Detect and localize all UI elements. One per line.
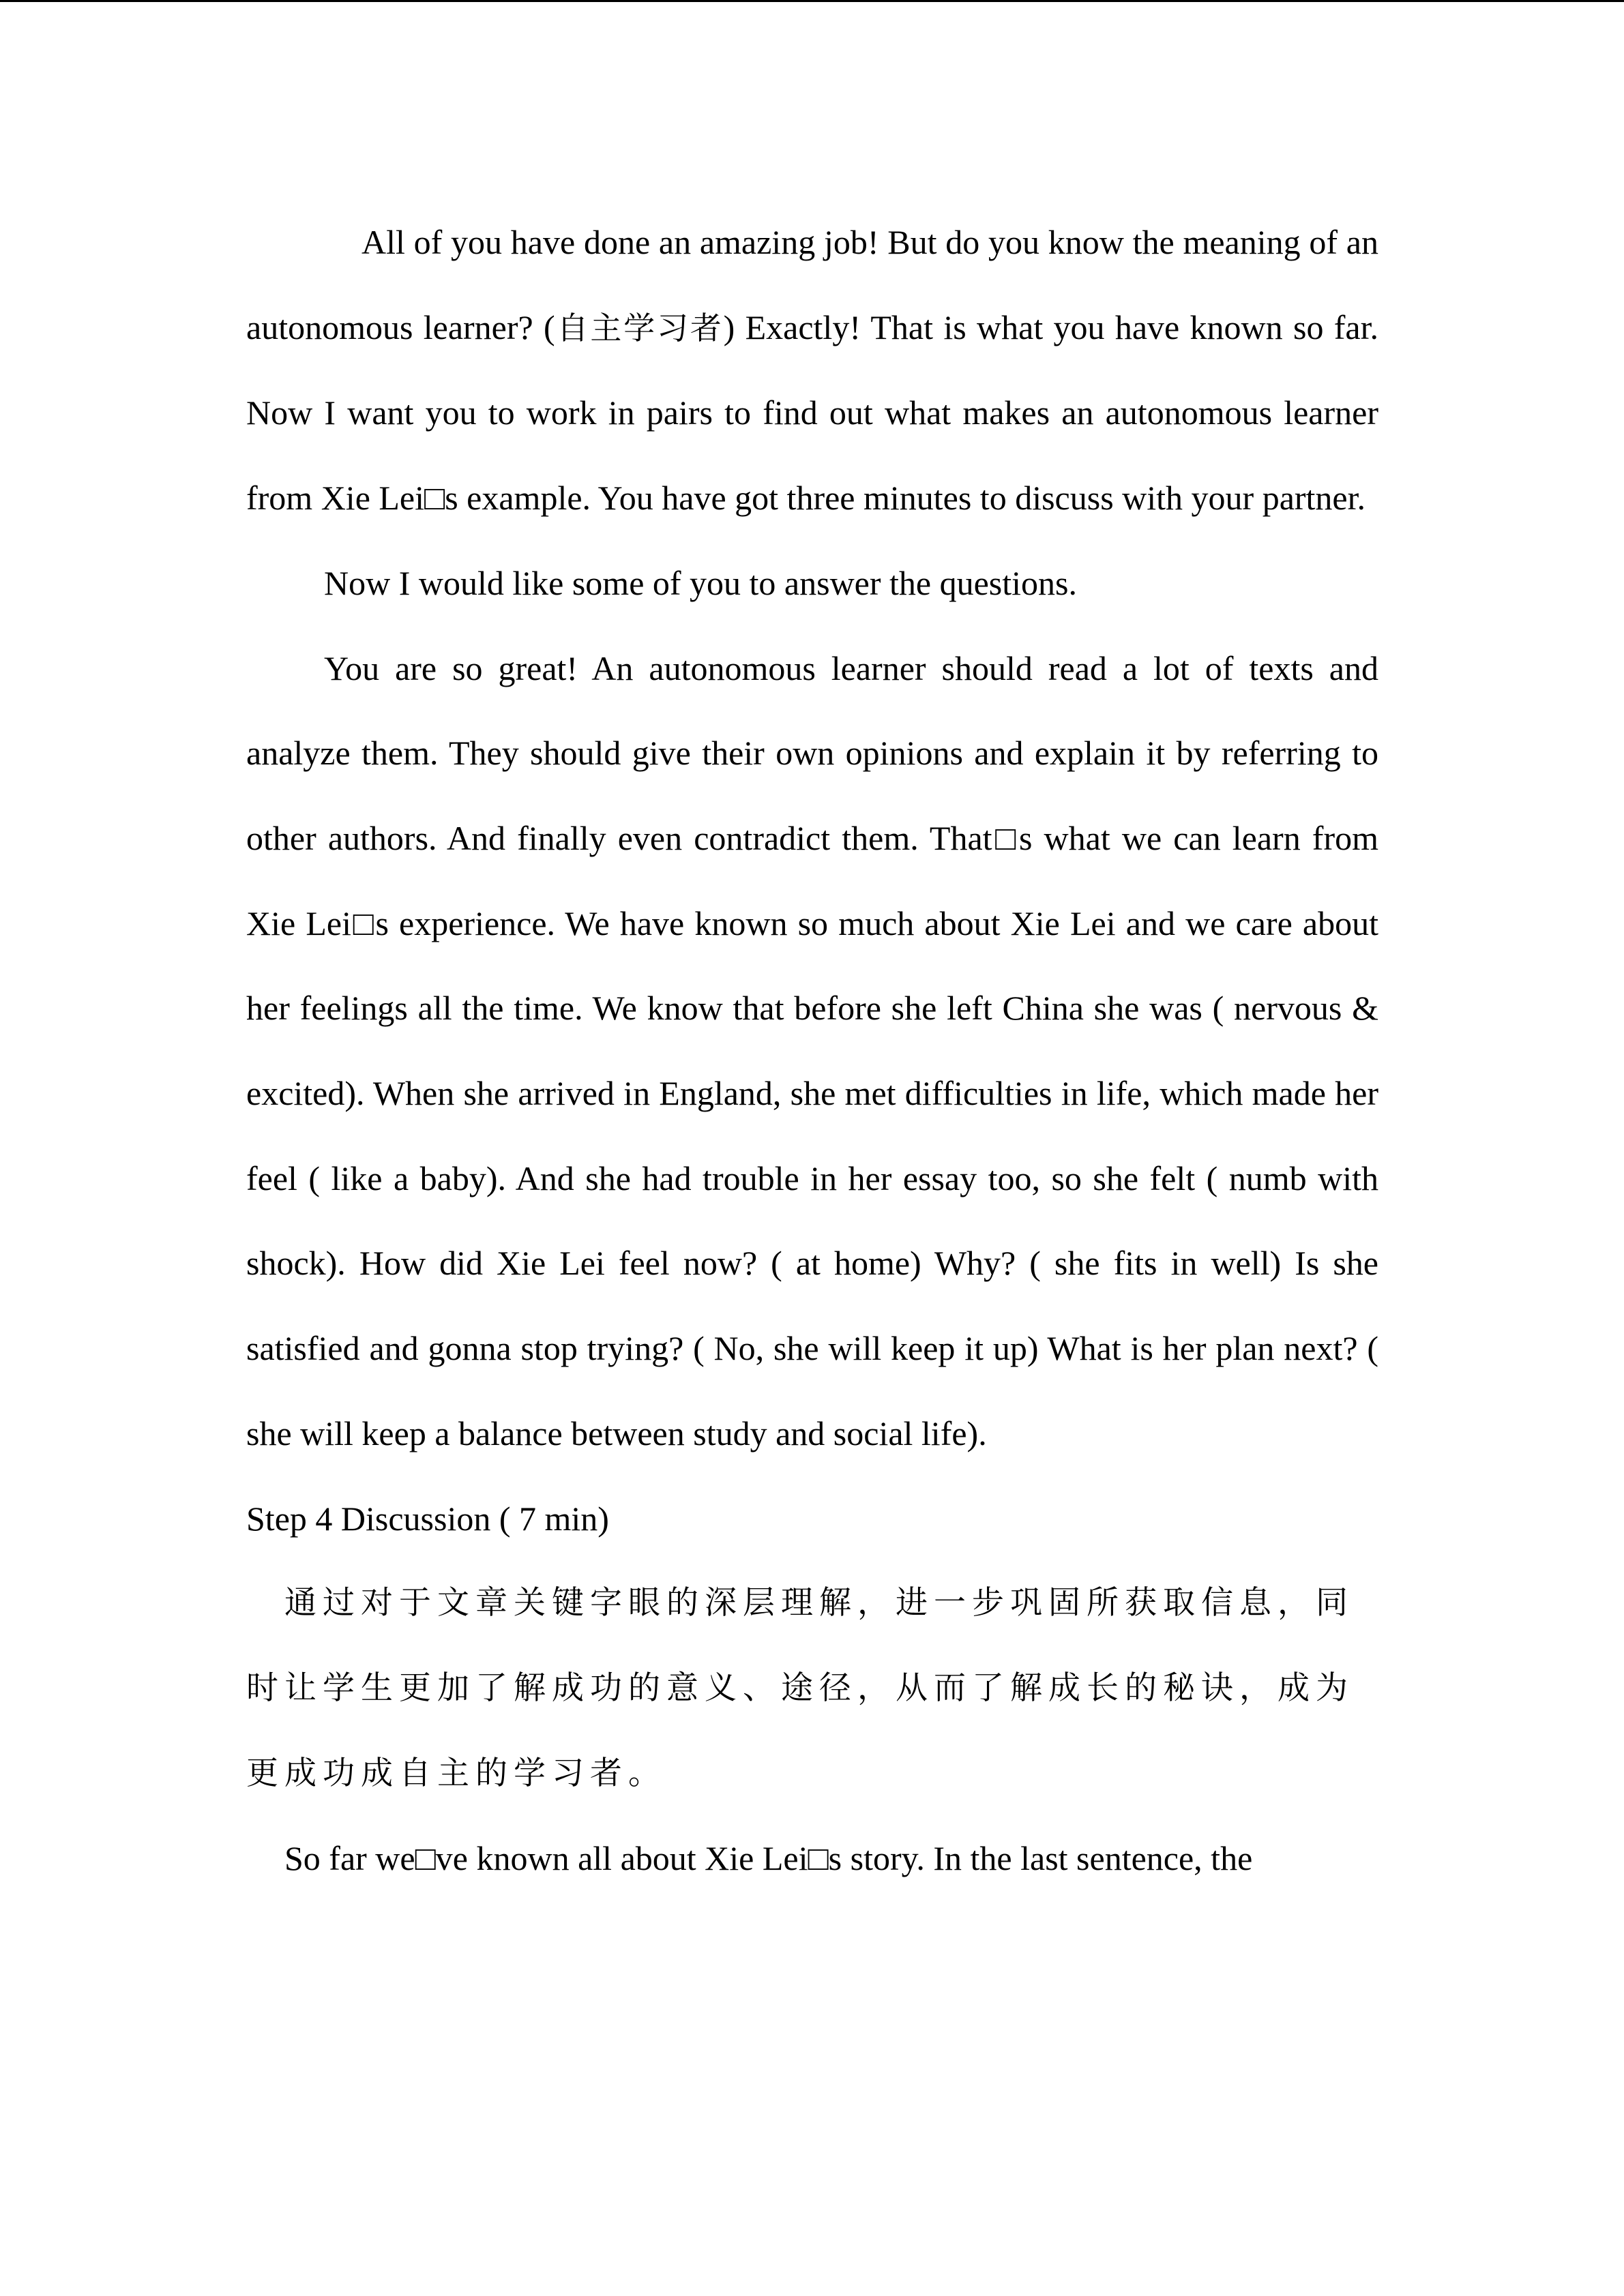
paragraph-chinese-objective: 通过对于文章关键字眼的深层理解，进一步巩固所获取信息，同时让学生更加了解成功的意义、途径，从而了解成长的秘诀，成为更成功成自主的学习者。: [246, 1584, 1354, 1792]
document-body: [246, 200, 1378, 1901]
paragraph-text-after: ) Exactly! That is what you have known so far. Now I want you to work in pairs to find out what makes an autonomous learner from Xie Lei□s example. You have got three minutes to discuss with your partner.: [246, 308, 1379, 518]
paragraph-autonomous-learner-intro: [246, 200, 1378, 541]
section-heading-step-4: Step 4 Discussion ( 7 min): [246, 1499, 609, 1538]
paragraph-feedback-summary: You are so great! An autonomous learner should read a lot of texts and analyze them. They should give their own opinions and explain it by referring to other authors. And finally even contradict them. That□s what we can learn from Xie Lei□s experience. We have known so much about Xie Lei and we care about her feelings all the time. We know that before she left China she was ( nervous & excited). When she arrived in England, she met difficulties in life, which made her feel ( like a baby). And she had trouble in her essay too, so she felt ( numb with shock). How did Xie Lei feel now? ( at home) Why? ( she fits in well) Is she satisfied and gonna stop trying? ( No, she will keep it up) What is her plan next? ( she will keep a balance between study and social life).: [246, 648, 1378, 1452]
chinese-term: 自主学习者: [555, 309, 724, 346]
paragraph-text-before: All of you have done an amazing job! But do you know the meaning of an autonomous learner? (: [246, 223, 1378, 346]
paragraph-answer-questions: Now I would like some of you to answer the questions.: [324, 563, 1078, 602]
paragraph-story-recap: So far we□ve known all about Xie Lei□s story. In the last sentence, the: [284, 1839, 1253, 1878]
